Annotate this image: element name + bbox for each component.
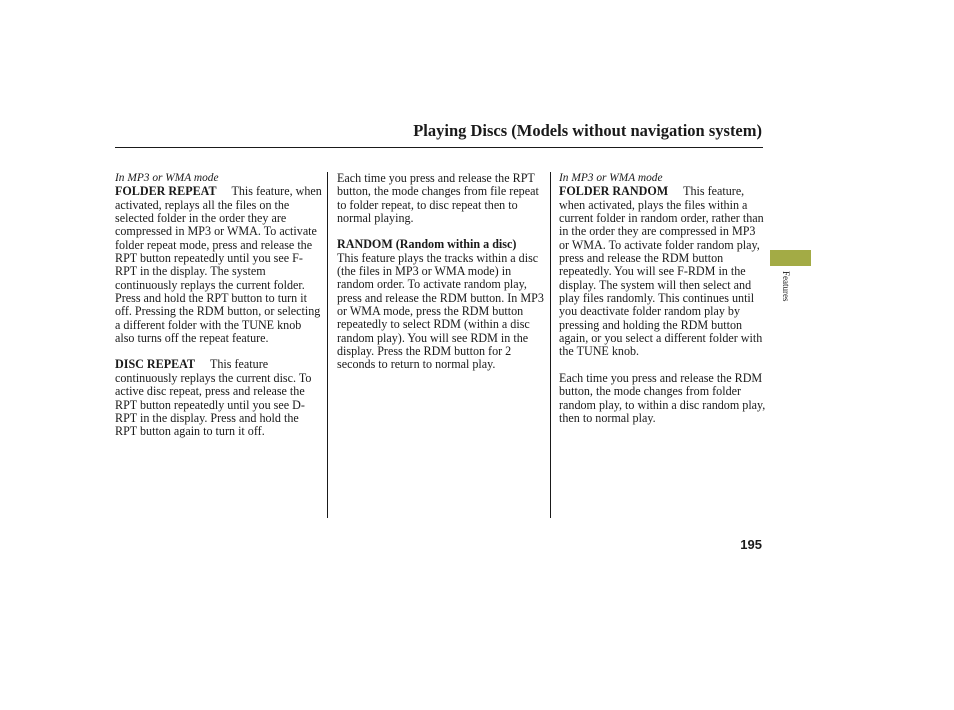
disc-repeat-text: This feature continuously replays the current disc. To active disc repeat, press and release the RPT button repeatedly until you see D-RPT in the display. Press and hold the RPT button again to turn it off. — [115, 357, 312, 439]
section-label: Features — [781, 271, 791, 302]
random-paragraph — [337, 238, 544, 371]
column-divider-2 — [550, 172, 551, 518]
folder-random-paragraph — [559, 185, 767, 358]
folder-random-term: FOLDER RANDOM — [559, 184, 669, 199]
column-divider-1 — [327, 172, 328, 518]
rpt-cycle-paragraph: Each time you press and release the RPT button, the mode changes from file repeat to folder repeat, to disc repeat then to normal playing. — [337, 171, 539, 226]
disc-repeat-term: DISC REPEAT — [115, 357, 196, 372]
section-tab — [770, 250, 811, 266]
page-title: Playing Discs (Models without navigation system) — [413, 121, 762, 140]
disc-repeat-paragraph — [115, 358, 323, 438]
title-rule — [115, 147, 763, 148]
folder-repeat-text: This feature, when activated, replays all the files on the selected folder in the order they are compressed in MP3 or WMA. To activate folder repeat mode, press and release the RPT button repeatedly until you see F-RPT in the display. The system continuously replays the current folder. Press and hold the RPT button to turn it off. Pressing the RDM button, or selecting a different folder with the TUNE knob also turns off the repeat feature. — [115, 184, 322, 346]
rdm-cycle-paragraph: Each time you press and release the RDM button, the mode changes from folder random play, to within a disc random play, then to normal play. — [559, 370, 766, 425]
column-2 — [337, 172, 544, 372]
mode-label: In MP3 or WMA mode — [559, 172, 663, 184]
column-3 — [559, 172, 767, 425]
folder-random-text: This feature, when activated, plays the files within a current folder in random order, rather than in the order they are compressed in MP3 or WMA. To activate folder random play, press and release the RDM button repeatedly. You will see F-RDM in the display. The system will then select and play files randomly. This continues until you deactivate folder random play by pressing and holding the RDM button again, or you select a different folder with the TUNE knob. — [559, 184, 764, 359]
random-text: This feature plays the tracks within a disc (the files in MP3 or WMA mode) in random order. To activate random play, press and release the RDM button. In MP3 or WMA mode, press the RDM button repeatedly to select RDM (within a disc random play). You will see RDM in the display. Press the RDM button for 2 seconds to return to normal play. — [337, 250, 544, 372]
mode-label: In MP3 or WMA mode — [115, 172, 219, 184]
column-1 — [115, 172, 323, 439]
folder-repeat-paragraph — [115, 185, 323, 345]
folder-repeat-term: FOLDER REPEAT — [115, 184, 217, 199]
page-number: 195 — [740, 537, 762, 552]
random-term: RANDOM (Random within a disc) — [337, 237, 517, 252]
